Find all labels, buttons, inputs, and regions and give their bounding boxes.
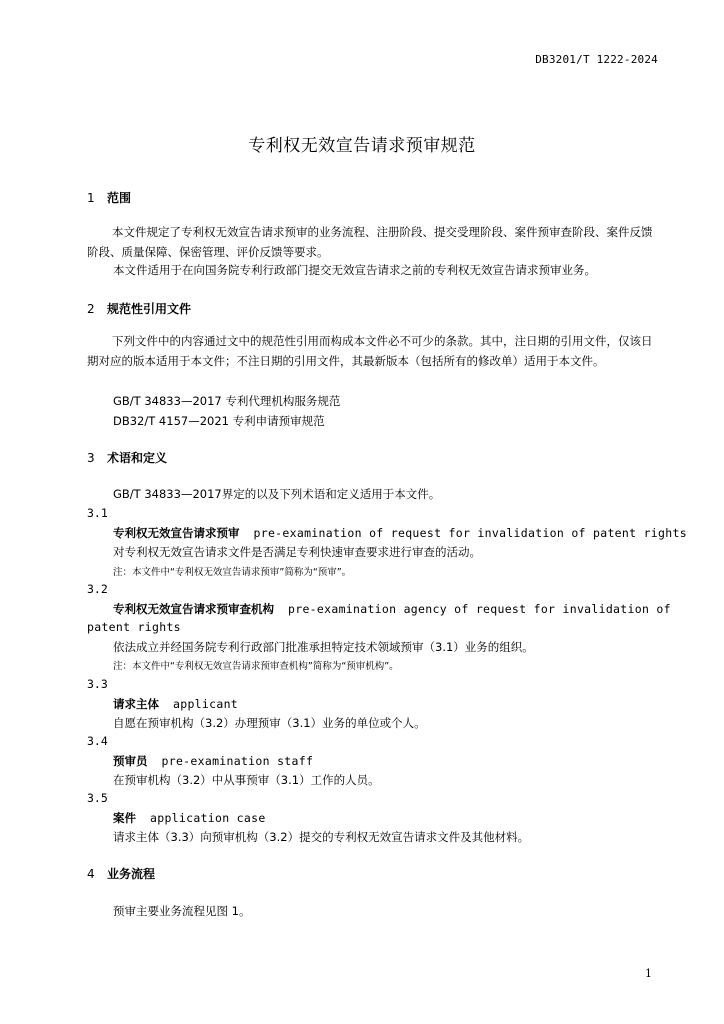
paragraph: 预审主要业务流程见图 1。 — [113, 904, 251, 918]
document-number: DB3201/T 1222-2024 — [535, 53, 658, 66]
term-en: application case — [150, 811, 266, 825]
section-title: 范围 — [107, 191, 132, 205]
term-note: 注：本文件中“专利权无效宣告请求预审”简称为“预审”。 — [113, 567, 352, 578]
term-zh: 预审员 — [113, 754, 148, 768]
term-definition: 自愿在预审机构（3.2）办理预审（3.1）业务的单位或个人。 — [113, 716, 426, 730]
section-number: 1 — [87, 191, 95, 205]
term-number: 3.5 — [87, 791, 108, 805]
paragraph: 下列文件中的内容通过文中的规范性引用而构成本文件必不可少的条款。其中，注日期的引用文件，仅该日期对应的版本适用于本文件；不注日期的引用文件，其最新版本（包括所有的修改单）适用于本文件。 — [87, 334, 653, 368]
term-number: 3.4 — [87, 734, 108, 748]
term-zh: 案件 — [113, 811, 136, 825]
term-en: pre-examination of request for invalidation of patent rights — [253, 526, 687, 540]
section-number: 3 — [87, 451, 95, 465]
term-number: 3.2 — [87, 582, 108, 596]
section-heading-1 — [87, 189, 131, 206]
section-title: 业务流程 — [107, 867, 156, 881]
term-definition: 在预审机构（3.2）中从事预审（3.1）工作的人员。 — [113, 773, 380, 787]
paragraph: 本文件适用于在向国务院专利行政部门提交无效宣告请求之前的专利权无效宣告请求预审业务。 — [113, 263, 596, 277]
term-zh: 专利权无效宣告请求预审查机构 — [113, 602, 274, 616]
term-definition: 对专利权无效宣告请求文件是否满足专利快速审查要求进行审查的活动。 — [113, 545, 481, 559]
term-entry — [113, 601, 671, 617]
page-number: 1 — [645, 967, 652, 980]
term-en-continued: patent rights — [87, 620, 181, 634]
term-entry — [113, 525, 687, 541]
term-note: 注：本文件中“专利权无效宣告请求预审查机构”简称为“预审机构”。 — [113, 661, 399, 672]
section-heading-2 — [87, 300, 191, 317]
term-en: pre-examination agency of request for invalidation of — [288, 602, 671, 616]
term-number: 3.3 — [87, 677, 108, 691]
reference-item: GB/T 34833—2017 专利代理机构服务规范 — [113, 394, 341, 408]
section-title: 术语和定义 — [107, 451, 168, 465]
term-entry — [113, 696, 238, 712]
reference-item: DB32/T 4157—2021 专利申请预审规范 — [113, 414, 325, 428]
term-definition: 依法成立并经国务院专利行政部门批准承担特定技术领域预审（3.1）业务的组织。 — [113, 640, 534, 654]
section-number: 2 — [87, 302, 95, 316]
term-en: pre-examination staff — [161, 754, 314, 768]
term-entry — [113, 810, 266, 826]
section-title: 规范性引用文件 — [107, 302, 192, 316]
term-en: applicant — [173, 697, 239, 711]
section-heading-4 — [87, 865, 155, 882]
term-number: 3.1 — [87, 506, 108, 520]
section-number: 4 — [87, 867, 95, 881]
term-definition: 请求主体（3.3）向预审机构（3.2）提交的专利权无效宣告请求文件及其他材料。 — [113, 830, 530, 844]
term-zh: 专利权无效宣告请求预审 — [113, 526, 240, 540]
paragraph: GB/T 34833—2017界定的以及下列术语和定义适用于本文件。 — [113, 487, 441, 501]
page-title: 专利权无效宣告请求预审规范 — [248, 136, 476, 156]
paragraph: 本文件规定了专利权无效宣告请求预审的业务流程、注册阶段、提交受理阶段、案件预审查阶段、案件反馈阶段、质量保障、保密管理、评价反馈等要求。 — [87, 225, 653, 259]
term-zh: 请求主体 — [113, 697, 159, 711]
term-entry — [113, 753, 313, 769]
section-heading-3 — [87, 449, 167, 466]
